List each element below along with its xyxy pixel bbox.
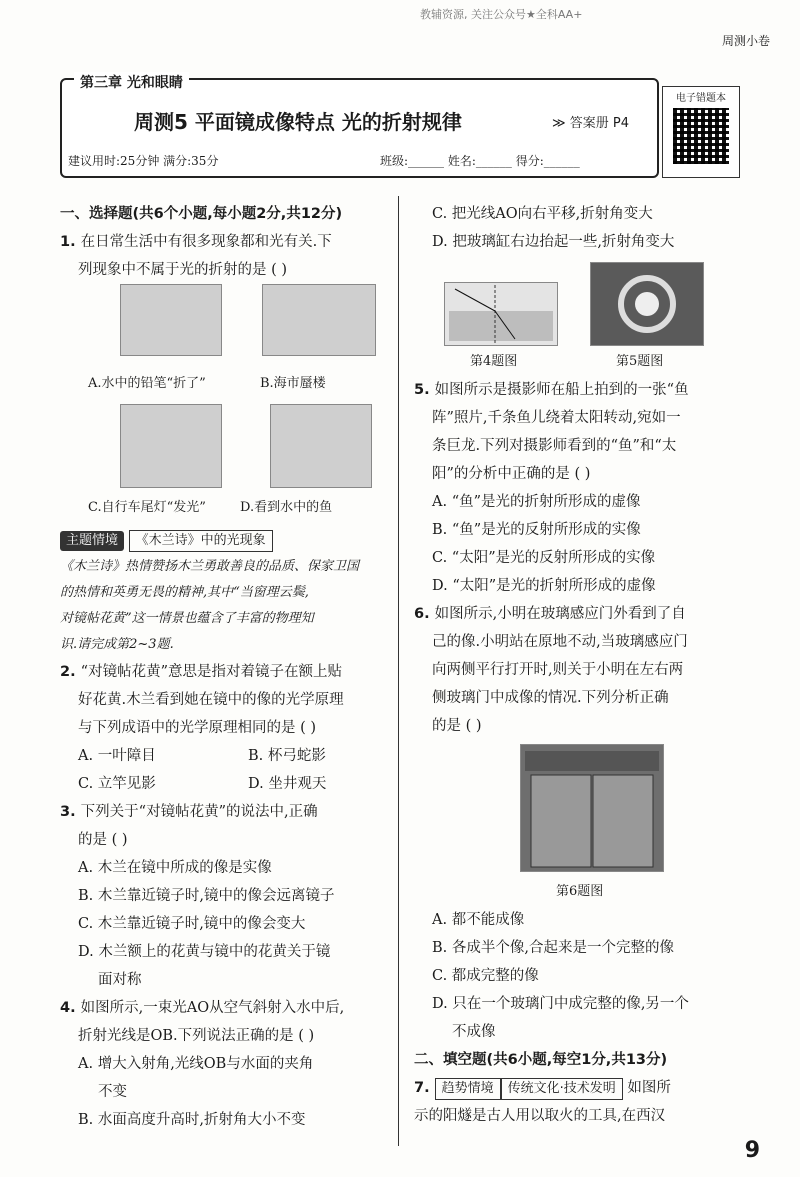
qr-label: 电子错题本 (676, 93, 726, 104)
q2-line-2: 好花黄.木兰看到她在镜中的像的光学原理 (78, 692, 344, 708)
q3-option-c[interactable]: C. 木兰靠近镜子时,镜中的像会变大 (78, 916, 306, 932)
q5-line-2: 阵”照片,千条鱼儿绕着太阳转动,宛如一 (432, 410, 681, 426)
story-line-4: 识.请完成第2~3题. (60, 637, 174, 652)
section-2-heading: 二、填空题(共6小题,每空1分,共13分) (414, 1052, 668, 1068)
fig6-caption: 第6题图 (556, 884, 604, 899)
glass-door-svg (521, 745, 663, 871)
q1-option-a[interactable]: A.水中的铅笔“折了” (88, 376, 206, 391)
story-line-3: 对镜帖花黄”这一情景也蕴含了丰富的物理知 (60, 611, 314, 626)
left-column-2 (60, 526, 390, 1134)
q1-option-b[interactable]: B.海市蜃楼 (260, 376, 326, 391)
q5-line-4: 阳”的分析中正确的是 ( ) (432, 466, 591, 482)
q6-option-d-cont: 不成像 (452, 1024, 496, 1040)
q5-line-3: 条巨龙.下列对摄影师看到的“鱼”和“太 (432, 438, 677, 454)
q6-line-1: 6. 如图所示,小明在玻璃感应门外看到了自 (414, 606, 686, 622)
refraction-diagram-svg (445, 283, 557, 345)
q5-line-1: 5. 如图所示是摄影师在船上拍到的一张“鱼 (414, 382, 689, 398)
q4-option-a[interactable]: A. 增大入射角,光线OB与水面的夹角 (78, 1056, 314, 1072)
q4-option-c[interactable]: C. 把光线AO向右平移,折射角变大 (432, 206, 653, 222)
q6-option-c[interactable]: C. 都成完整的像 (432, 968, 539, 984)
q7-tag-culture: 传统文化·技术发明 (501, 1078, 623, 1100)
student-blanks[interactable]: 班级:______ 姓名:______ 得分:______ (380, 154, 580, 168)
q2-option-d[interactable]: D. 坐井观天 (248, 776, 327, 792)
q3-line-1: 3. 下列关于“对镜帖花黄”的说法中,正确 (60, 804, 318, 820)
column-divider (398, 196, 399, 1146)
q2-line-1: 2. “对镜帖花黄”意思是指对着镜子在额上贴 (60, 664, 342, 680)
q6-option-a[interactable]: A. 都不能成像 (432, 912, 525, 928)
q3-option-d[interactable]: D. 木兰额上的花黄与镜中的花黄关于镜 (78, 944, 331, 960)
fish-circle-svg (591, 263, 703, 345)
answer-ref: ≫ 答案册 P4 (552, 116, 629, 131)
page-number: 9 (744, 1138, 760, 1163)
corner-label: 周测小卷 (721, 34, 770, 48)
q3-option-d-cont: 面对称 (98, 972, 142, 988)
top-note: 教辅资源, 关注公众号★全科AA+ (420, 8, 583, 21)
q6-line-4: 侧玻璃门中成像的情况.下列分析正确 (432, 690, 669, 706)
fish-circle-image (590, 262, 704, 346)
door-header (525, 751, 659, 771)
incident-ray (455, 289, 495, 311)
q6-option-d[interactable]: D. 只在一个玻璃门中成完整的像,另一个 (432, 996, 689, 1012)
page-title: 周测5 平面镜成像特点 光的折射规律 (134, 110, 462, 134)
q1-line-1: 1. 在日常生活中有很多现象都和光有关.下 (60, 234, 332, 250)
q2-option-a[interactable]: A. 一叶障目 (78, 748, 156, 764)
q3-line-2: 的是 ( ) (78, 832, 128, 848)
q2-option-c[interactable]: C. 立竿见影 (78, 776, 156, 792)
q5-option-d[interactable]: D. “太阳”是光的折射所形成的虚像 (432, 578, 656, 594)
q6-line-3: 向两侧平行打开时,则关于小明在左右两 (432, 662, 684, 678)
story-line-2: 的热情和英勇无畏的精神,其中“当窗理云鬓, (60, 585, 309, 600)
theme-heading (60, 526, 390, 554)
q1-option-c[interactable]: C.自行车尾灯“发光” (88, 500, 206, 515)
q3-option-b[interactable]: B. 木兰靠近镜子时,镜中的像会远离镜子 (78, 888, 335, 904)
q7-line-2: 示的阳燧是古人用以取火的工具,在西汉 (414, 1108, 666, 1124)
q1-line-2: 列现象中不属于光的折射的是 ( ) (78, 262, 288, 278)
right-column-3 (414, 906, 759, 1130)
q5-option-a[interactable]: A. “鱼”是光的折射所形成的虚像 (432, 494, 641, 510)
theme-title: 《木兰诗》中的光现象 (129, 530, 273, 552)
mirage-image (262, 284, 376, 356)
refraction-diagram (444, 282, 558, 346)
right-door (593, 775, 653, 867)
theme-tag: 主题情境 (60, 531, 124, 551)
q7-tag-trend: 趋势情境 (435, 1078, 501, 1100)
sun-disc (635, 292, 659, 316)
q1-option-d[interactable]: D.看到水中的鱼 (240, 500, 333, 515)
q2-options-row-2 (60, 770, 390, 798)
q2-line-3: 与下列成语中的光学原理相同的是 ( ) (78, 720, 317, 736)
chapter-label: 第三章 光和眼睛 (74, 72, 189, 92)
q5-option-c[interactable]: C. “太阳”是光的反射所形成的实像 (432, 550, 656, 566)
q6-option-b[interactable]: B. 各成半个像,合起来是一个完整的像 (432, 940, 674, 956)
fishing-image (270, 404, 372, 488)
left-column (60, 200, 390, 284)
q6-line-5: 的是 ( ) (432, 718, 482, 734)
section-1-heading: 一、选择题(共6个小题,每小题2分,共12分) (60, 206, 343, 222)
right-column-2 (414, 376, 759, 740)
q4-line-2: 折射光线是OB.下列说法正确的是 ( ) (78, 1028, 315, 1044)
bicycle-reflector-image (120, 404, 222, 488)
q4-option-a-cont: 不变 (98, 1084, 127, 1100)
q7-line-1: 7. 趋势情境 传统文化·技术发明 如图所 (414, 1074, 759, 1102)
q2-options-row-1 (60, 742, 390, 770)
q5-option-b[interactable]: B. “鱼”是光的反射所形成的实像 (432, 522, 641, 538)
fig5-caption: 第5题图 (616, 354, 664, 369)
qr-code-icon[interactable] (673, 108, 729, 164)
q4-option-b[interactable]: B. 水面高度升高时,折射角大小不变 (78, 1112, 306, 1128)
story-line-1: 《木兰诗》热情赞扬木兰勇敢善良的品质、保家卫国 (60, 559, 360, 574)
meta-info: 建议用时:25分钟 满分:35分 (68, 154, 219, 168)
q6-line-2: 己的像.小明站在原地不动,当玻璃感应门 (432, 634, 688, 650)
glass-door-image (520, 744, 664, 872)
water-region (449, 311, 553, 341)
q3-option-a[interactable]: A. 木兰在镜中所成的像是实像 (78, 860, 272, 876)
left-door (531, 775, 591, 867)
pencil-in-water-image (120, 284, 222, 356)
qr-box[interactable] (662, 86, 740, 178)
q2-option-b[interactable]: B. 杯弓蛇影 (248, 748, 326, 764)
right-column (414, 200, 759, 256)
q4-option-d[interactable]: D. 把玻璃缸右边抬起一些,折射角变大 (432, 234, 675, 250)
fig4-caption: 第4题图 (470, 354, 518, 369)
q4-line-1: 4. 如图所示,一束光AO从空气斜射入水中后, (60, 1000, 345, 1016)
